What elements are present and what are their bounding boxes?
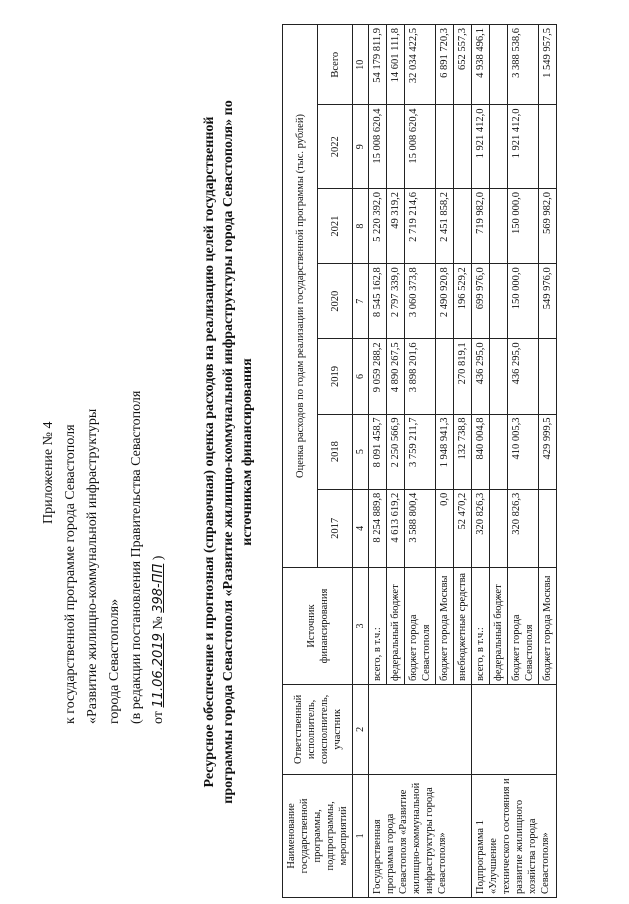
header-year: 2018 <box>318 414 353 489</box>
year-value-cell <box>490 189 508 264</box>
header-responsible: Ответственный исполнитель, соисполнитель, участник <box>283 684 353 774</box>
source-cell: внебюджетные средства <box>454 568 472 685</box>
total-value-cell: 32 034 422,5 <box>405 25 436 106</box>
year-value-cell: 9 059 288,2 <box>369 339 387 414</box>
column-index: 7 <box>353 264 369 339</box>
column-index: 8 <box>353 189 369 264</box>
column-index: 5 <box>353 414 369 489</box>
year-value-cell <box>454 189 472 264</box>
year-value-cell: 132 738,8 <box>454 414 472 489</box>
year-value-cell: 3 759 211,7 <box>405 414 436 489</box>
responsible-cell <box>369 684 472 774</box>
appendix-line: (в редакции постановления Правительства Севастополя <box>129 390 144 724</box>
header-total: Всего <box>318 25 353 106</box>
year-value-cell: 3 060 373,8 <box>405 264 436 339</box>
year-value-cell: 549 976,0 <box>539 264 557 339</box>
year-value-cell: 2 250 566,9 <box>387 414 405 489</box>
year-value-cell <box>490 414 508 489</box>
year-value-cell: 4 613 619,2 <box>387 489 405 567</box>
year-value-cell: 52 470,2 <box>454 489 472 567</box>
source-cell: бюджет города Москвы <box>539 568 557 685</box>
year-value-cell: 196 529,2 <box>454 264 472 339</box>
year-value-cell: 150 000,0 <box>508 264 539 339</box>
year-value-cell: 840 004,8 <box>472 414 490 489</box>
column-index: 1 <box>353 774 369 897</box>
year-value-cell: 719 982,0 <box>472 189 490 264</box>
year-value-cell <box>539 489 557 567</box>
year-value-cell: 15 008 620,4 <box>369 105 387 189</box>
year-value-cell <box>454 105 472 189</box>
year-value-cell: 429 999,5 <box>539 414 557 489</box>
table-row <box>369 25 387 898</box>
column-index: 2 <box>353 684 369 774</box>
year-value-cell: 3 588 800,4 <box>405 489 436 567</box>
year-value-cell: 320 826,3 <box>472 489 490 567</box>
year-value-cell <box>539 105 557 189</box>
year-value-cell: 410 005,3 <box>508 414 539 489</box>
total-value-cell: 6 891 720,3 <box>436 25 454 106</box>
appendix-line: «Развитие жилищно-коммунальной инфраструктуры <box>85 408 100 724</box>
year-value-cell <box>436 339 454 414</box>
total-value-cell: 4 938 496,1 <box>472 25 490 106</box>
header-year: 2022 <box>318 105 353 189</box>
total-value-cell: 652 557,3 <box>454 25 472 106</box>
header-year: 2021 <box>318 189 353 264</box>
source-cell: бюджет города Севастополя <box>508 568 539 685</box>
source-cell: всего, в т.ч.: <box>472 568 490 685</box>
handwritten-number: 398-ПП <box>151 563 166 613</box>
header-year: 2020 <box>318 264 353 339</box>
table-body <box>369 25 557 898</box>
appendix-date-line <box>148 164 170 724</box>
year-value-cell: 699 976,0 <box>472 264 490 339</box>
source-cell: федеральный бюджет <box>387 568 405 685</box>
column-index: 9 <box>353 105 369 189</box>
source-cell: бюджет города Москвы <box>436 568 454 685</box>
appendix-number-sign: № <box>151 616 166 630</box>
year-value-cell: 5 220 392,0 <box>369 189 387 264</box>
year-value-cell: 1 948 941,3 <box>436 414 454 489</box>
year-value-cell: 0,0 <box>436 489 454 567</box>
year-value-cell <box>387 105 405 189</box>
program-name-cell: Подпрограмма 1 «Улучшение технического состояния и развитие жилищного хозяйства города Севастополя» <box>472 774 557 897</box>
year-value-cell <box>490 339 508 414</box>
total-value-cell: 3 388 538,6 <box>508 25 539 106</box>
source-cell: федеральный бюджет <box>490 568 508 685</box>
column-index: 10 <box>353 25 369 106</box>
program-name-cell: Государственная программа города Севастополя «Развитие жилищно-коммунальной инфраструктуры города Севастополя» <box>369 774 472 897</box>
appendix-close: ) <box>151 555 166 561</box>
year-value-cell: 3 898 201,6 <box>405 339 436 414</box>
appendix-from: от <box>151 711 166 724</box>
column-index: 3 <box>353 568 369 685</box>
year-value-cell: 2 451 858,2 <box>436 189 454 264</box>
header-year: 2019 <box>318 339 353 414</box>
year-value-cell: 150 000,0 <box>508 189 539 264</box>
year-value-cell: 320 826,3 <box>508 489 539 567</box>
header-estimate: Оценка расходов по годам реализации государственной программы (тыс. рублей) <box>283 25 318 568</box>
handwritten-date: 11.06.2019 <box>151 633 166 708</box>
year-value-cell: 8 254 889,8 <box>369 489 387 567</box>
year-value-cell: 569 982,0 <box>539 189 557 264</box>
title-line: Ресурсное обеспечение и прогнозная (справочная) оценка расходов на реализацию целей государственной <box>202 116 217 788</box>
header-year: 2017 <box>318 489 353 567</box>
document-title <box>200 20 257 884</box>
appendix-block <box>38 164 170 724</box>
title-line: источникам финансирования <box>240 358 255 546</box>
header-name: Наименование государственной программы, подпрограммы, мероприятий <box>283 774 353 897</box>
responsible-cell <box>472 684 557 774</box>
year-value-cell <box>490 264 508 339</box>
total-value-cell: 14 601 111,8 <box>387 25 405 106</box>
appendix-line: города Севастополя» <box>107 598 122 724</box>
year-value-cell: 1 921 412,0 <box>508 105 539 189</box>
year-value-cell: 436 295,0 <box>472 339 490 414</box>
appendix-line: к государственной программе города Севастополя <box>63 424 78 724</box>
year-value-cell: 270 819,1 <box>454 339 472 414</box>
year-value-cell <box>490 489 508 567</box>
year-value-cell: 436 295,0 <box>508 339 539 414</box>
year-value-cell: 15 008 620,4 <box>405 105 436 189</box>
source-cell: всего, в т.ч.: <box>369 568 387 685</box>
appendix-title: Приложение № 4 <box>41 421 56 524</box>
year-value-cell: 8 545 162,8 <box>369 264 387 339</box>
year-value-cell: 4 890 267,5 <box>387 339 405 414</box>
header-source: Источник финансирования <box>283 568 353 685</box>
column-index: 4 <box>353 489 369 567</box>
financing-table <box>282 24 557 898</box>
total-value-cell: 54 179 811,9 <box>369 25 387 106</box>
year-value-cell: 2 797 339,0 <box>387 264 405 339</box>
total-value-cell <box>490 25 508 106</box>
year-value-cell: 2 490 920,8 <box>436 264 454 339</box>
source-cell: бюджет города Севастополя <box>405 568 436 685</box>
table-row <box>472 25 490 898</box>
year-value-cell <box>436 105 454 189</box>
year-value-cell: 2 719 214,6 <box>405 189 436 264</box>
title-line: программы города Севастополя «Развитие жилищно-коммунальной инфраструктуры города Севастополя» по <box>221 100 236 804</box>
year-value-cell <box>490 105 508 189</box>
year-value-cell <box>539 339 557 414</box>
column-index: 6 <box>353 339 369 414</box>
year-value-cell: 49 319,2 <box>387 189 405 264</box>
year-value-cell: 8 091 458,7 <box>369 414 387 489</box>
total-value-cell: 1 549 957,5 <box>539 25 557 106</box>
year-value-cell: 1 921 412,0 <box>472 105 490 189</box>
